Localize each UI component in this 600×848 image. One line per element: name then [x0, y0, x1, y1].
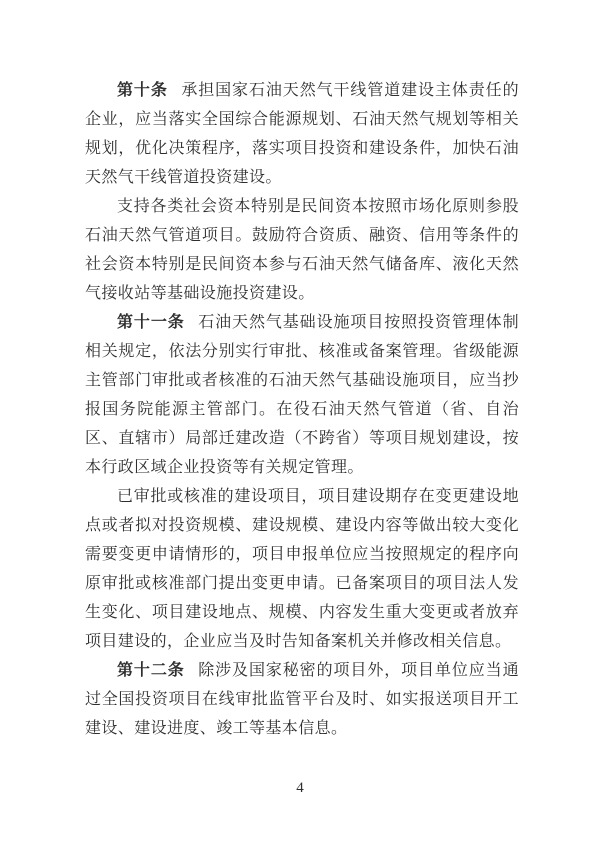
article-number: 第十一条 — [117, 314, 185, 331]
body-paragraph — [85, 192, 519, 308]
body-paragraph — [85, 482, 519, 656]
article-paragraph — [85, 308, 519, 482]
paragraph-text: 承担国家石油天然气干线管道建设主体责任的企业，应当落实全国综合能源规划、石油天然气规划等相关规划，优化决策程序，落实项目投资和建设条件，加快石油天然气干线管道投资建设。 — [85, 82, 519, 186]
paragraph-text: 石油天然气基础设施项目按照投资管理体制相关规定，依法分别实行审批、核准或备案管理。省级能源主管部门审批或者核准的石油天然气基础设施项目，应当抄报国务院能源主管部门。在役石油天然气管道（省、自治区、直辖市）局部迁建改造（不跨省）等项目规划建设，按本行政区域企业投资等有关规定管理。 — [85, 314, 519, 476]
paragraph-text: 支持各类社会资本特别是民间资本按照市场化原则参股石油天然气管道项目。鼓励符合资质、融资、信用等条件的社会资本特别是民间资本参与石油天然气储备库、液化天然气接收站等基础设施投资建设。 — [85, 198, 519, 302]
document-body — [85, 76, 519, 743]
paragraph-text: 除涉及国家秘密的项目外，项目单位应当通过全国投资项目在线审批监管平台及时、如实报送项目开工建设、建设进度、竣工等基本信息。 — [85, 662, 519, 737]
article-paragraph — [85, 76, 519, 192]
article-paragraph — [85, 656, 519, 743]
article-number: 第十二条 — [117, 662, 185, 679]
page-number: 4 — [296, 780, 304, 796]
paragraph-text: 已审批或核准的建设项目，项目建设期存在变更建设地点或者拟对投资规模、建设规模、建设内容等做出较大变化需要变更申请情形的，项目申报单位应当按照规定的程序向原审批或核准部门提出变更申请。已备案项目的项目法人发生变化、项目建设地点、规模、内容发生重大变更或者放弃项目建设的，企业应当及时告知备案机关并修改相关信息。 — [85, 488, 519, 650]
article-number: 第十条 — [117, 82, 168, 99]
